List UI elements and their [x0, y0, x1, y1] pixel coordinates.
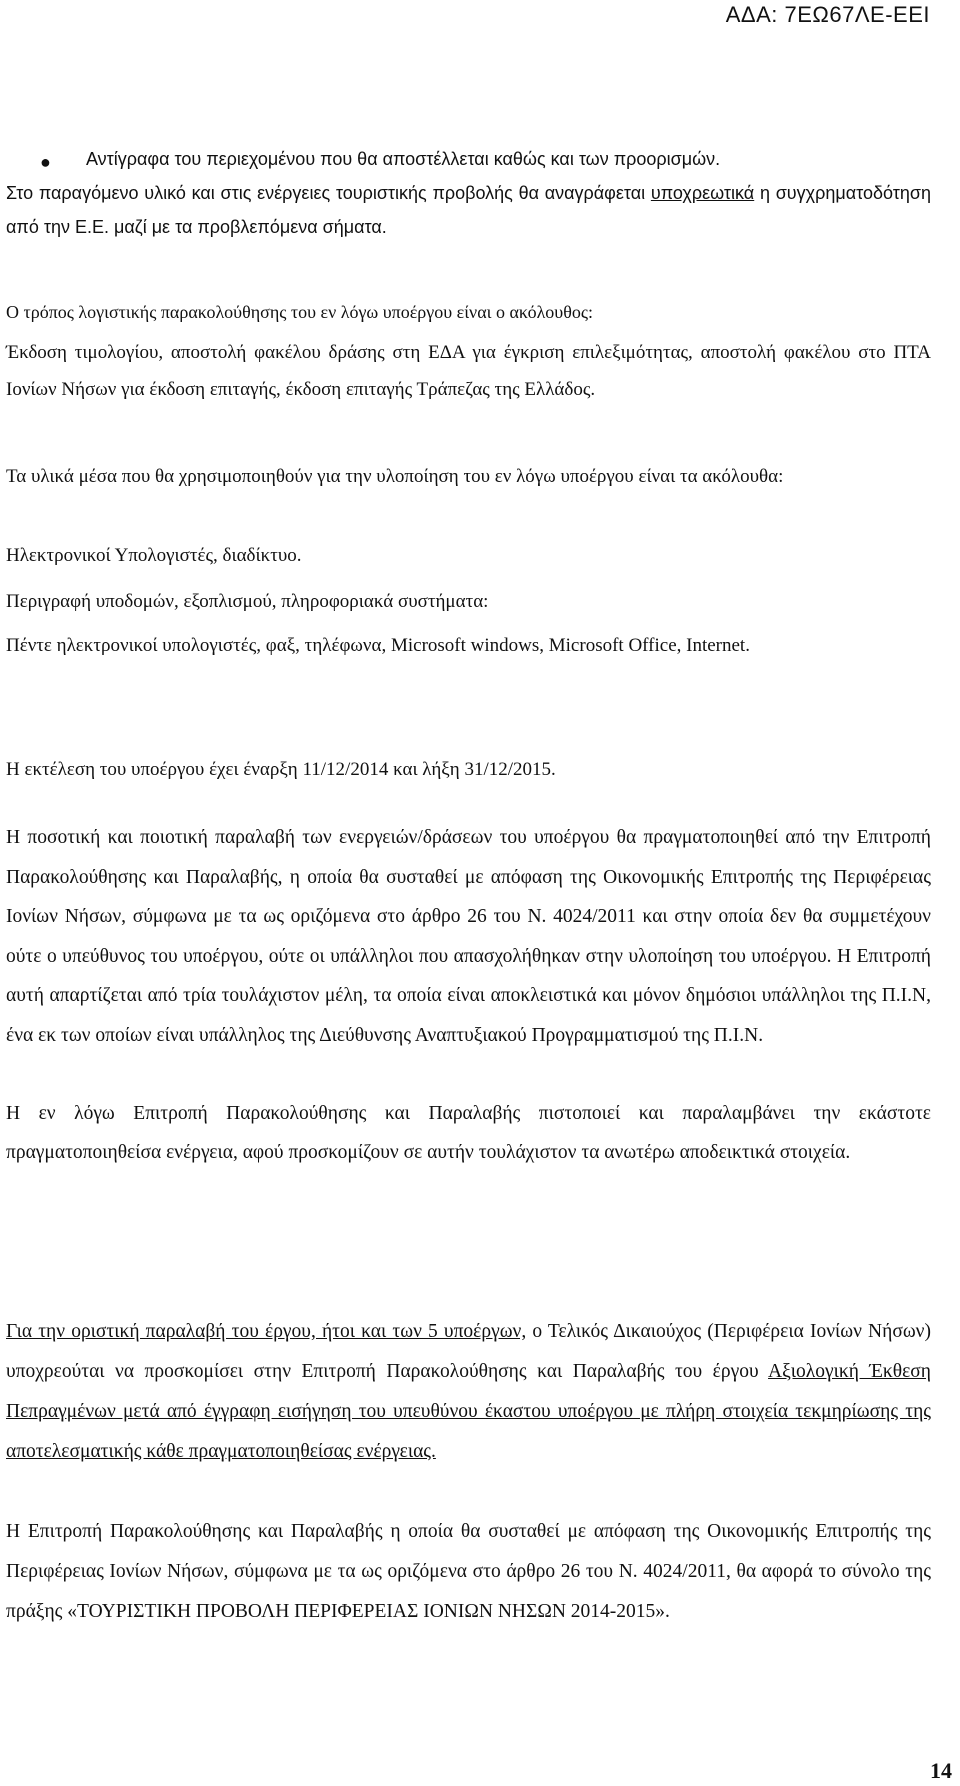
bullet-item-text: Αντίγραφα του περιεχομένου που θα αποστέλλεται καθώς και των προορισμών. [86, 149, 721, 169]
promo-note-text-before: Στο παραγόμενο υλικό και στις ενέργειες τουριστικής προβολής θα αναγράφεται [6, 183, 651, 203]
final-committee-paragraph: Η Επιτροπή Παρακολούθησης και Παραλαβής η οποία θα συσταθεί με απόφαση της Οικονομικής Επιτροπής της Περιφέρειας Ιονίων Νήσων, σύμφωνα με τα ως οριζόμενα στο άρθρο 26 του Ν. 4024/2011, θα αφορά το σύνολο της πράξης «ΤΟΥΡΙΣΤΙΚΗ ΠΡΟΒΟΛΗ ΠΕΡΙΦΕΡΕΙΑΣ ΙΟΝΙΩΝ ΝΗΣΩΝ 2014-2015». [6, 1521, 931, 1622]
final-underlined-lead: Για την οριστική παραλαβή του έργου, ήτοι και των 5 υποέργων, [6, 1321, 527, 1342]
promo-note-text-after: η συγχρηματοδότηση από την Ε.Ε. μαζί με τα προβλεπόμενα σήματα. [6, 183, 932, 237]
materials-intro: Τα υλικά μέσα που θα χρησιμοποιηθούν για την υλοποίηση του εν λόγω υποέργου είναι τα ακόλουθα: [6, 466, 784, 487]
monitoring-steps: Έκδοση τιμολογίου, αποστολή φακέλου δράσης στη ΕΔΑ για έγκριση επιλεξιμότητας, αποστολή φακέλου στο ΠΤΑ Ιονίων Νήσων για έκδοση επιταγής, έκδοση επιταγής Τράπεζας της Ελλάδος. [6, 342, 931, 400]
materials-list: Ηλεκτρονικοί Υπολογιστές, διαδίκτυο. [6, 545, 302, 566]
acceptance-paragraph-2: Η εν λόγω Επιτροπή Παρακολούθησης και Παραλαβής πιστοποιεί και παραλαμβάνει την εκάστοτε πραγματοποιηθείσα ενέργεια, αφού προσκομίζουν σε αυτήν τουλάχιστον τα ανωτέρω αποδεικτικά στοιχεία. [6, 1103, 931, 1163]
execution-period: Η εκτέλεση του υποέργου έχει έναρξη 11/12/2014 και λήξη 31/12/2015. [6, 759, 556, 780]
monitoring-intro: Ο τρόπος λογιστικής παρακολούθησης του εν λόγω υποέργου είναι ο ακόλουθος: [6, 302, 593, 322]
promo-note [6, 176, 931, 244]
infrastructure-list: Πέντε ηλεκτρονικοί υπολογιστές, φαξ, τηλέφωνα, Microsoft windows, Microsoft Office, Internet. [6, 635, 750, 656]
final-acceptance-paragraph [6, 1312, 931, 1472]
document-reference-code: ΑΔΑ: 7ΕΩ67ΛΕ-ΕΕΙ [725, 2, 930, 27]
page-number: 14 [930, 1758, 952, 1783]
final-underlined-tail: Αξιολογική Έκθεση Πεπραγμένων μετά από έγγραφη εισήγηση του υπευθύνου έκαστου υποέργου με πλήρη στοιχεία τεκμηρίωσης της αποτελεσματικής κάθε πραγματοποιηθείσας ενέργειας. [6, 1361, 931, 1462]
bullet-dot-icon: ● [40, 152, 51, 172]
infrastructure-heading: Περιγραφή υποδομών, εξοπλισμού, πληροφοριακά συστήματα: [6, 591, 489, 612]
promo-note-underlined: υποχρεωτικά [650, 183, 755, 203]
acceptance-paragraph-1: Η ποσοτική και ποιοτική παραλαβή των ενεργειών/δράσεων του υποέργου θα πραγματοποιηθεί από την Επιτροπή Παρακολούθησης και Παραλαβής, η οποία θα συσταθεί με απόφαση της Οικονομικής Επιτροπής της Περιφέρειας Ιονίων Νήσων, σύμφωνα με τα ως οριζόμενα στο άρθρο 26 του Ν. 4024/2011 και στην οποία δεν θα συμμετέχουν ούτε ο υπεύθυνος του υποέργου, ούτε οι υπάλληλοι που απασχολήθηκαν στην υλοποίηση του υποέργου. Η Επιτροπή αυτή απαρτίζεται από τρία τουλάχιστον μέλη, τα οποία είναι αποκλειστικά και μόνον δημόσιοι υπάλληλοι της Π.Ι.Ν, ένα εκ των οποίων είναι υπάλληλος της Διεύθυνσης Αναπτυξιακού Προγραμματισμού της Π.Ι.Ν. [6, 827, 931, 1046]
final-middle-text: ο Τελικός Δικαιούχος (Περιφέρεια Ιονίων Νήσων) υποχρεούται να προσκομίσει στην Επιτροπή Παρακολούθησης και Παραλαβής του έργου [6, 1321, 931, 1382]
